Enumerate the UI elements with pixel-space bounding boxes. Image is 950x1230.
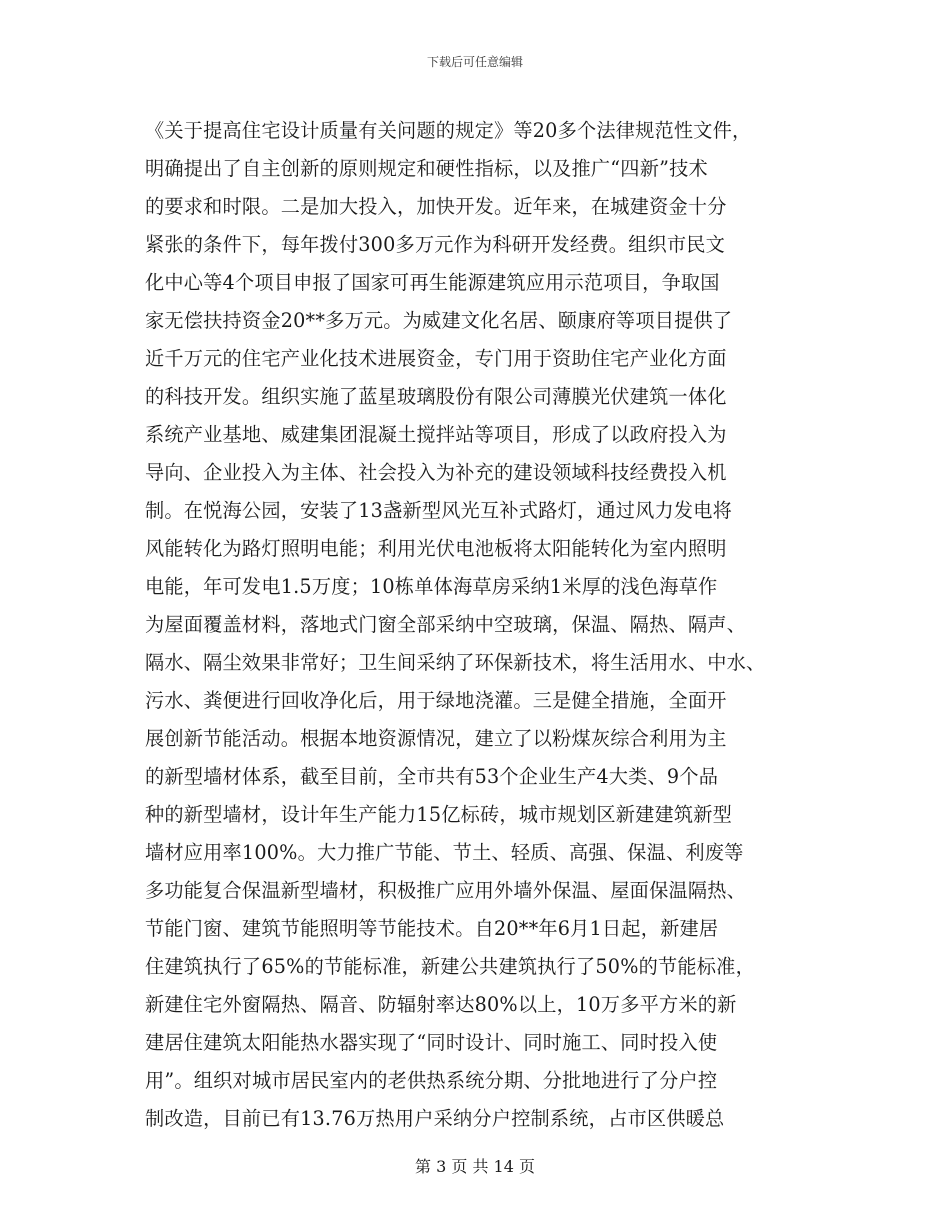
text-line: 近千万元的住宅产业化技术进展资金，专门用于资助住宅产业化方面 bbox=[145, 347, 727, 370]
text-line: 隔水、隔尘效果非常好；卫生间采纳了环保新技术，将生活用水、中水、 bbox=[145, 651, 766, 674]
text-line: 新建住宅外窗隔热、隔音、防辐射率达80%以上，10万多平方米的新 bbox=[145, 993, 737, 1016]
text-line: 节能门窗、建筑节能照明等节能技术。自20**年6月1日起，新建居 bbox=[145, 917, 719, 940]
text-line: 家无偿扶持资金20**多万元。为威建文化名居、颐康府等项目提供了 bbox=[145, 309, 733, 332]
text-line: 的要求和时限。二是加大投入，加快开发。近年来，在城建资金十分 bbox=[145, 195, 727, 218]
text-line: 住建筑执行了65%的节能标准，新建公共建筑执行了50%的节能标准， bbox=[145, 955, 755, 978]
text-line: 多功能复合保温新型墙材，积极推广应用外墙外保温、屋面保温隔热、 bbox=[145, 879, 747, 902]
text-line: 展创新节能活动。根据本地资源情况，建立了以粉煤灰综合利用为主 bbox=[145, 727, 727, 750]
text-line: 种的新型墙材，设计年生产能力15亿标砖，城市规划区新建建筑新型 bbox=[145, 803, 733, 826]
text-line: 污水、粪便进行回收净化后，用于绿地浇灌。三是健全措施，全面开 bbox=[145, 689, 727, 712]
text-line: 制改造，目前已有13.76万热用户采纳分户控制系统，占市区供暖总 bbox=[145, 1107, 725, 1130]
text-line: 为屋面覆盖材料，落地式门窗全部采纳中空玻璃，保温、隔热、隔声、 bbox=[145, 613, 747, 636]
text-line: 电能，年可发电1.5万度；10栋单体海草房采纳1米厚的浅色海草作 bbox=[145, 575, 718, 598]
text-line: 用”。组织对城市居民室内的老供热系统分期、分批地进行了分户控 bbox=[145, 1069, 718, 1092]
text-line: 明确提出了自主创新的原则规定和硬性指标，以及推广“四新”技术 bbox=[145, 157, 708, 180]
text-line: 化中心等4个项目申报了国家可再生能源建筑应用示范项目，争取国 bbox=[145, 271, 720, 294]
text-line: 系统产业基地、威建集团混凝土搅拌站等项目，形成了以政府投入为 bbox=[145, 423, 727, 446]
text-line: 制。在悦海公园，安装了13盏新型风光互补式路灯，通过风力发电将 bbox=[145, 499, 733, 522]
page-footer: 第 3 页 共 14 页 bbox=[415, 1157, 535, 1176]
text-line: 导向、企业投入为主体、社会投入为补充的建设领域科技经费投入机 bbox=[145, 461, 727, 484]
body-text bbox=[145, 112, 835, 1138]
text-line: 墙材应用率100%。大力推广节能、节土、轻质、高强、保温、利废等 bbox=[145, 841, 744, 864]
text-line: 紧张的条件下，每年拨付300多万元作为科研开发经费。组织市民文 bbox=[145, 233, 726, 256]
text-line: 的科技开发。组织实施了蓝星玻璃股份有限公司薄膜光伏建筑一体化 bbox=[145, 385, 727, 408]
text-line: 的新型墙材体系，截至目前，全市共有53个企业生产4大类、9个品 bbox=[145, 765, 719, 788]
text-line: 建居住建筑太阳能热水器实现了“同时设计、同时施工、同时投入使 bbox=[145, 1031, 718, 1054]
text-line: 《关于提高住宅设计质量有关问题的规定》等20多个法律规范性文件， bbox=[145, 119, 752, 142]
page-header: 下载后可任意编辑 bbox=[426, 55, 523, 69]
text-line: 风能转化为路灯照明电能；利用光伏电池板将太阳能转化为室内照明 bbox=[145, 537, 727, 560]
